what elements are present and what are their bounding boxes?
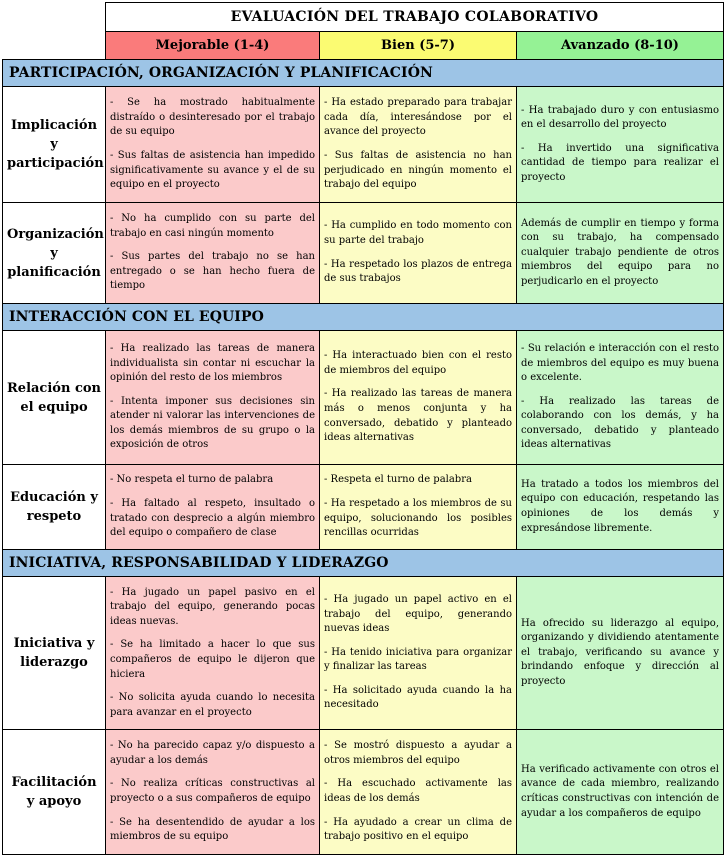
criterion-implicacion: Implicación y participación xyxy=(3,87,106,203)
corner-blank xyxy=(3,3,106,60)
criterion-row xyxy=(3,203,724,304)
section-title-participacion: PARTICIPACIÓN, ORGANIZACIÓN Y PLANIFICACIÓN xyxy=(3,60,724,87)
descriptor: - Respeta el turno de palabra xyxy=(324,474,472,486)
rubric-table xyxy=(2,2,724,855)
descriptor: - Ha respetado los plazos de entrega de sus trabajos xyxy=(324,258,512,285)
descriptor: - Ha realizado las tareas de manera individualista sin contar ni escuchar la opinión del resto de los miembros xyxy=(110,342,315,384)
section-row xyxy=(3,304,724,331)
cell-bien xyxy=(320,331,517,465)
cell-mejorable xyxy=(106,331,320,465)
section-title-iniciativa: INICIATIVA, RESPONSABILIDAD Y LIDERAZGO xyxy=(3,550,724,577)
descriptor: - No realiza críticas constructivas al proyecto o a sus compañeros de equipo xyxy=(110,778,315,804)
cell-avanzado xyxy=(517,465,724,550)
title-row xyxy=(3,3,724,32)
criterion-educacion: Educación y respeto xyxy=(3,465,106,550)
descriptor: Ha verificado activamente con otros el avance de cada miembro, realizando críticas constructivas con intención de ayudar a los compañeros de equipo xyxy=(521,763,719,819)
level-header-mejorable: Mejorable (1-4) xyxy=(106,32,320,60)
cell-mejorable xyxy=(106,465,320,550)
section-row xyxy=(3,550,724,577)
cell-avanzado xyxy=(517,87,724,203)
descriptor: - Ha tenido iniciativa para organizar y finalizar las tareas xyxy=(324,646,512,673)
criterion-row xyxy=(3,577,724,730)
criterion-organizacion: Organización y planificación xyxy=(3,203,106,304)
descriptor: - Ha invertido una significativa cantidad de tiempo para realizar el proyecto xyxy=(521,142,719,183)
descriptor: - Ha realizado las tareas de manera más o menos conjunta y ha conversado, debatido y planteado ideas alternativas xyxy=(324,388,512,444)
descriptor: - Ha interactuado bien con el resto de miembros del equipo xyxy=(324,350,512,376)
descriptor: - Ha estado preparado para trabajar cada día, interesándose por el avance del proyecto xyxy=(324,97,512,138)
cell-bien xyxy=(320,87,517,203)
criterion-row xyxy=(3,465,724,550)
descriptor: - Intenta imponer sus decisiones sin atender ni valorar las intervenciones de los demás miembros de su grupo o la exposición de otros xyxy=(110,395,315,451)
criterion-row xyxy=(3,730,724,855)
page-title: EVALUACIÓN DEL TRABAJO COLABORATIVO xyxy=(106,3,724,32)
descriptor: - No ha cumplido con su parte del trabajo en casi ningún momento xyxy=(110,213,315,239)
descriptor: - Ha cumplido en todo momento con su parte del trabajo xyxy=(324,220,512,246)
cell-avanzado xyxy=(517,331,724,465)
descriptor: - Sus faltas de asistencia no han perjudicado en ningún momento el trabajo del equipo xyxy=(324,150,512,191)
descriptor: - Ha escuchado activamente las ideas de los demás xyxy=(324,778,512,804)
level-header-bien: Bien (5-7) xyxy=(320,32,517,60)
criterion-iniciativa: Iniciativa y liderazgo xyxy=(3,577,106,730)
descriptor: - Ha realizado las tareas de colaborando con los demás, y ha conversado, debatido y planteado ideas alternativas xyxy=(521,395,719,451)
cell-bien xyxy=(320,730,517,855)
descriptor: - Ha ayudado a crear un clima de trabajo positivo en el equipo xyxy=(324,816,512,843)
descriptor: - No solicita ayuda cuando lo necesita para avanzar en el proyecto xyxy=(110,692,315,718)
descriptor: - Sus faltas de asistencia han impedido significativamente su avance y el de su equipo en el proyecto xyxy=(110,150,315,191)
cell-avanzado xyxy=(517,730,724,855)
descriptor: - Ha trabajado duro y con entusiasmo en el desarrollo del proyecto xyxy=(521,104,719,131)
cell-bien xyxy=(320,203,517,304)
descriptor: - No ha parecido capaz y/o dispuesto a ayudar a los demás xyxy=(110,740,315,766)
cell-mejorable xyxy=(106,87,320,203)
cell-bien xyxy=(320,577,517,730)
levels-row xyxy=(3,32,724,60)
descriptor: - Ha jugado un papel pasivo en el trabajo del equipo, generando pocas ideas nuevas. xyxy=(110,586,315,627)
criterion-row xyxy=(3,331,724,465)
cell-mejorable xyxy=(106,730,320,855)
cell-mejorable xyxy=(106,203,320,304)
descriptor: - Sus partes del trabajo no se han entregado o se han hecho fuera de tiempo xyxy=(110,251,315,292)
criterion-facilitacion: Facilitación y apoyo xyxy=(3,730,106,855)
cell-bien xyxy=(320,465,517,550)
descriptor: - Ha jugado un papel activo en el trabajo del equipo, generando nuevas ideas xyxy=(324,593,512,635)
section-row xyxy=(3,60,724,87)
descriptor: - Se ha limitado a hacer lo que sus compañeros de equipo le dijeron que hiciera xyxy=(110,639,315,680)
descriptor: Ha tratado a todos los miembros del equipo con educación, respetando las opiniones de los demás y expresándose libremente. xyxy=(521,478,719,534)
descriptor: - Ha faltado al respeto, insultado o tratado con desprecio a algún miembro del equipo o compañero de clase xyxy=(110,497,315,539)
descriptor: - Su relación e interacción con el resto de miembros del equipo es muy buena o excelente. xyxy=(521,342,719,384)
descriptor: - No respeta el turno de palabra xyxy=(110,474,274,486)
descriptor: - Se ha mostrado habitualmente distraído o desinteresado por el trabajo de su equipo xyxy=(110,97,315,138)
level-header-avanzado: Avanzado (8-10) xyxy=(517,32,724,60)
cell-avanzado xyxy=(517,577,724,730)
descriptor: Ha ofrecido su liderazgo al equipo, organizando y dividiendo atentamente el trabajo, verificando su avance y brindando enfoque y dirección al proyecto xyxy=(521,617,719,687)
descriptor: Además de cumplir en tiempo y forma con su trabajo, ha compensado cualquier trabajo pendiente de otros miembros del equipo para no perjudicarlo en el proyecto xyxy=(521,217,719,287)
criterion-row xyxy=(3,87,724,203)
cell-avanzado xyxy=(517,203,724,304)
descriptor: - Se mostró dispuesto a ayudar a otros miembros del equipo xyxy=(324,740,512,766)
section-title-interaccion: INTERACCIÓN CON EL EQUIPO xyxy=(3,304,724,331)
descriptor: - Se ha desentendido de ayudar a los miembros de su equipo xyxy=(110,816,315,843)
criterion-relacion: Relación con el equipo xyxy=(3,331,106,465)
cell-mejorable xyxy=(106,577,320,730)
descriptor: - Ha respetado a los miembros de su equipo, solucionando los posibles rencillas ocurridas xyxy=(324,497,512,539)
descriptor: - Ha solicitado ayuda cuando la ha necesitado xyxy=(324,684,512,711)
